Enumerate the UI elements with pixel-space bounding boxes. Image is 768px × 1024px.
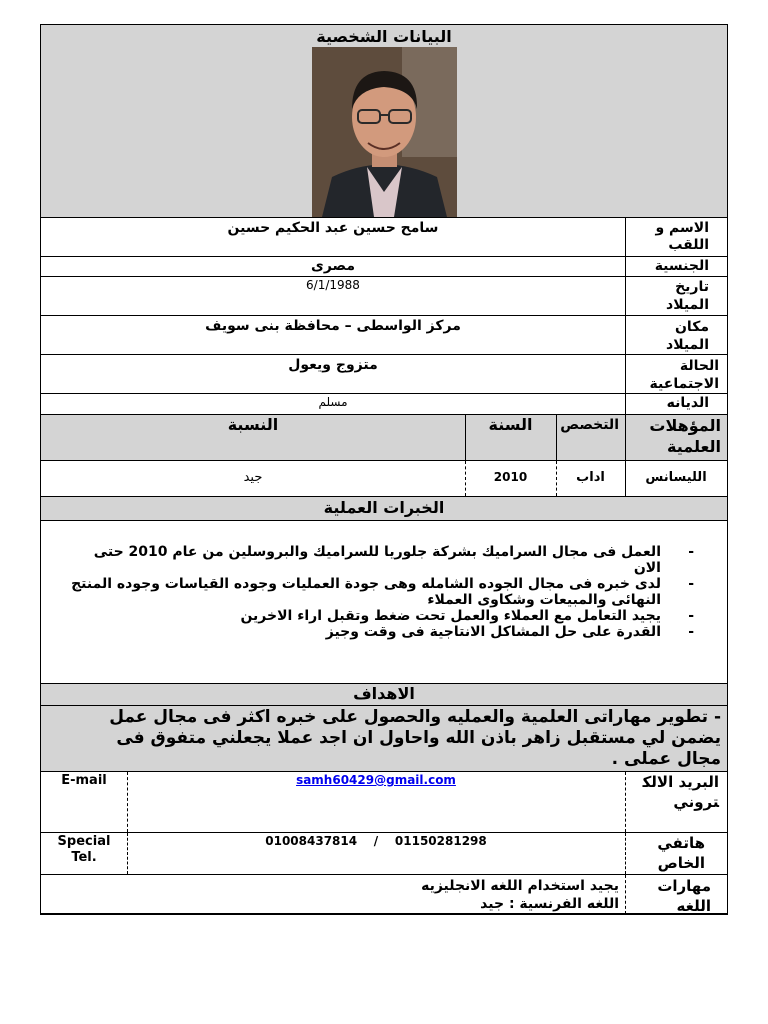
value-nationality: مصرى <box>310 258 355 274</box>
experience-item: - لدى خبره فى مجال الجوده الشامله وهى جودة العمليات وجوده القياسات وجوده المنتج النهائى والمبيعات وشكاوى العملاء <box>71 576 694 608</box>
row-email <box>41 771 727 832</box>
label-phone-en: Special Tel. <box>57 834 111 865</box>
experience-body <box>41 520 727 683</box>
qualification-row <box>41 460 727 496</box>
personal-header <box>41 25 727 217</box>
label-birthplace: مكان الميلاد <box>666 319 709 353</box>
label-marital: الحالة الاجتماعية <box>649 358 719 392</box>
languages-line-1: يجيد استخدام اللغه الانجليزيه <box>421 878 619 894</box>
languages-line-2: اللغه الفرنسية : جيد <box>480 896 619 912</box>
qualifications-header <box>41 414 727 460</box>
col-year: السنة <box>488 415 533 434</box>
objectives-body <box>41 705 727 771</box>
label-languages: مهارات اللغه <box>657 877 711 915</box>
col-grade: النسبة <box>227 415 279 434</box>
row-languages <box>41 874 727 914</box>
experience-header <box>41 496 727 520</box>
row-birthdate <box>41 276 727 315</box>
qualification-grade: جيد <box>243 470 263 485</box>
label-phone-ar: هاتفي الخاص <box>657 834 705 872</box>
col-major: التخصص <box>560 417 619 433</box>
qualification-degree: الليسانس <box>645 470 707 485</box>
row-religion <box>41 393 727 414</box>
label-email-ar: البريد الالكتروني <box>642 773 719 811</box>
experience-item: - العمل فى مجال السراميك بشركة جلوريا للسراميك والبروسلين من عام 2010 حتى الان <box>93 544 694 576</box>
value-name: سامح حسين عبد الحكيم حسين <box>227 220 439 236</box>
objectives-header <box>41 683 727 705</box>
cv-document <box>40 24 728 915</box>
value-birthplace: مركز الواسطى – محافظة بنى سويف <box>205 318 461 334</box>
label-religion: الديانه <box>666 395 709 411</box>
objectives-text: - تطوير مهاراتى العلمية والعمليه والحصول على خبره اكثر فى مجال عمل يضمن لي مستقبل زاهر باذن الله واحاول ان اجد عملا يجعلني متفوق فى مجال عملى . <box>109 707 721 769</box>
phone-value: 01008437814 / 01150281298 <box>265 834 487 848</box>
value-religion: مسلم <box>318 395 348 409</box>
qualification-major: اداب <box>576 470 605 485</box>
label-birthdate: تاريخ الميلاد <box>666 279 709 313</box>
qualification-year: 2010 <box>493 470 528 484</box>
row-birthplace <box>41 315 727 354</box>
experience-item: - القدرة على حل المشاكل الانتاجية فى وقت وجيز <box>325 624 694 640</box>
profile-photo <box>312 47 457 217</box>
experience-list <box>69 544 694 640</box>
section-title-experience: الخبرات العملية <box>323 498 445 517</box>
experience-item: - يجيد التعامل مع العملاء والعمل تحت ضغط وتقبل اراء الاخرين <box>240 608 694 624</box>
row-marital <box>41 354 727 393</box>
label-nationality: الجنسية <box>654 258 709 274</box>
section-title-personal: البيانات الشخصية <box>316 27 452 46</box>
email-link[interactable]: samh60429@gmail.com <box>296 773 456 787</box>
section-title-objectives: الاهداف <box>353 684 415 703</box>
label-email-en: E-mail <box>61 773 107 788</box>
label-qualifications: المؤهلات العلمية <box>649 416 721 456</box>
row-name <box>41 217 727 256</box>
row-nationality <box>41 256 727 276</box>
value-marital: متزوج ويعول <box>288 357 378 373</box>
value-birthdate: 6/1/1988 <box>306 278 360 292</box>
label-name: الاسم و اللقب <box>655 220 709 253</box>
row-phone <box>41 832 727 874</box>
